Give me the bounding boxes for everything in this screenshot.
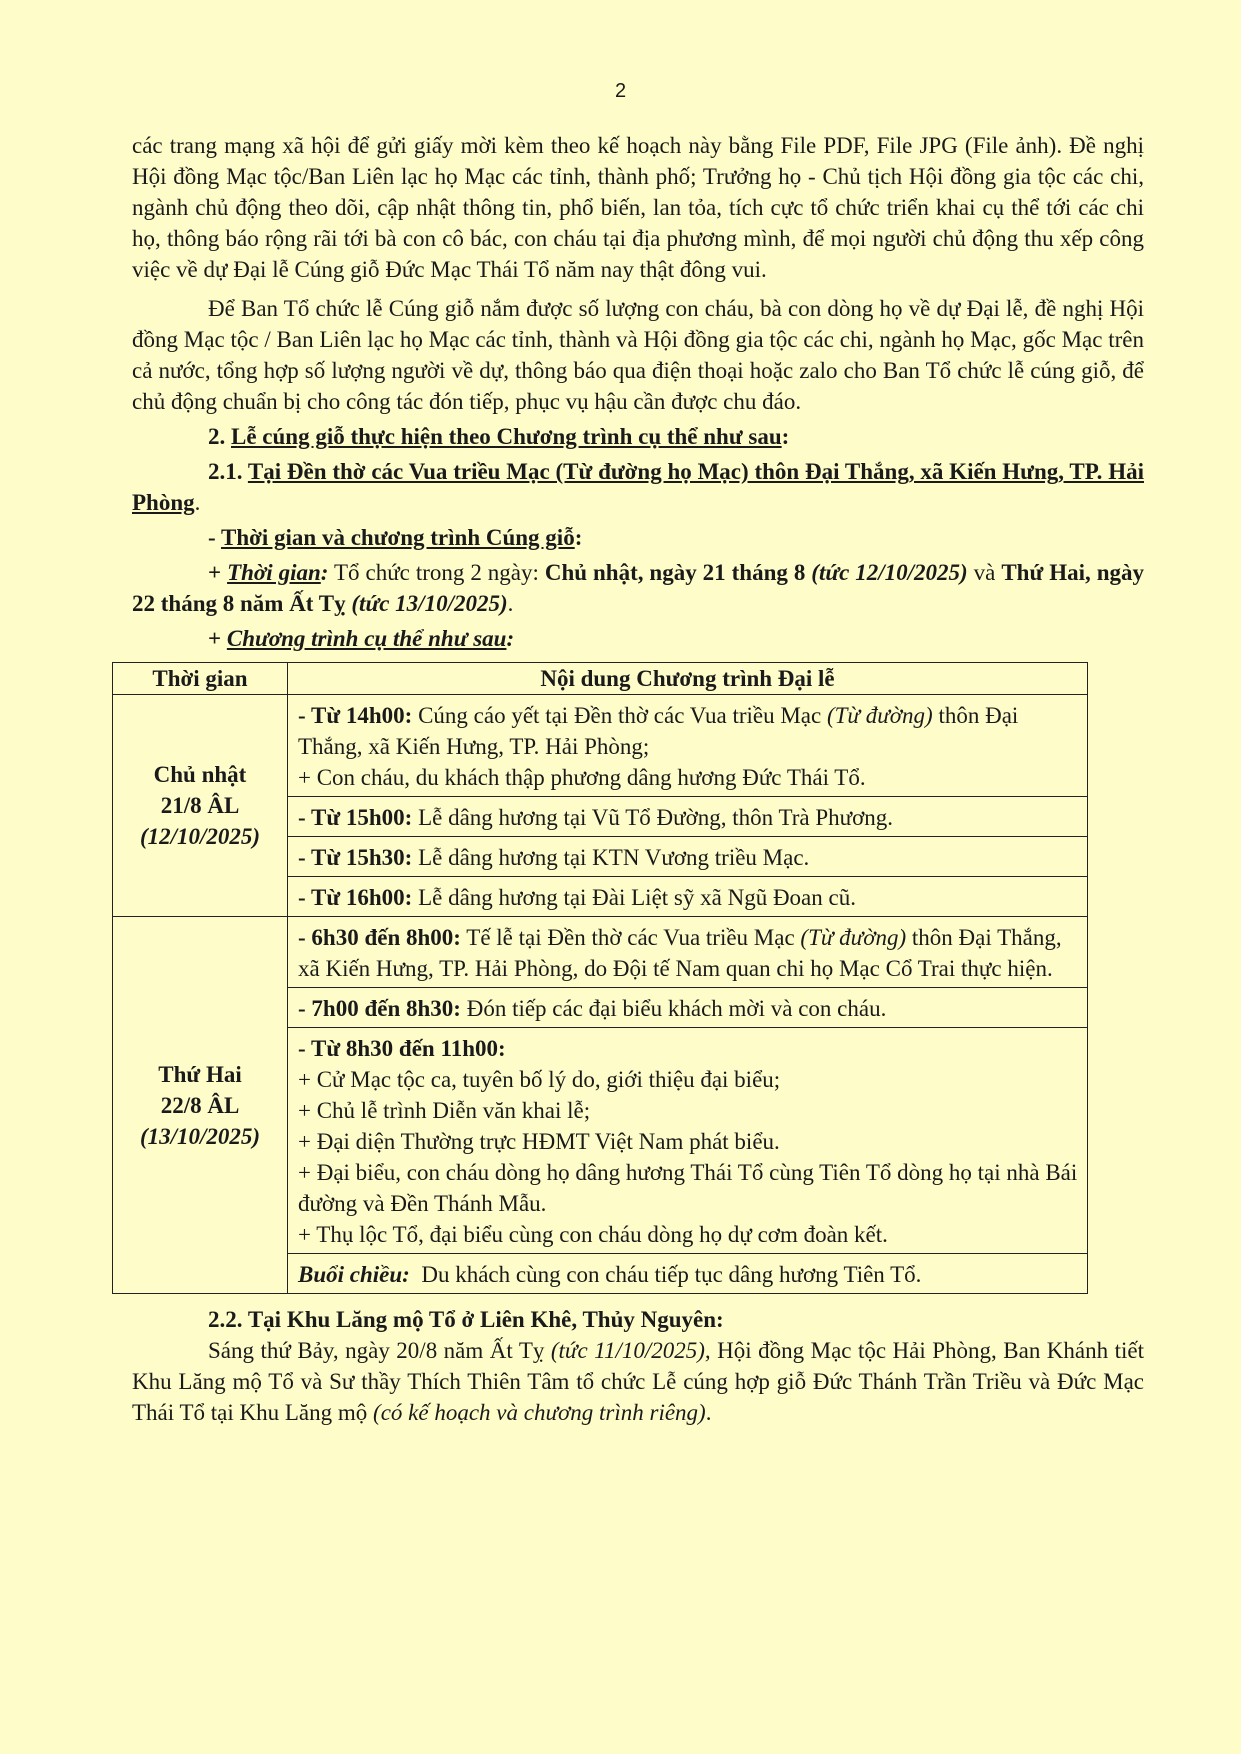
list-item: + Thụ lộc Tổ, đại biểu cùng con cháu dòng họ dự cơm đoàn kết.	[298, 1222, 888, 1247]
table-row	[113, 917, 1088, 988]
heading-temple: 2.1. Tại Đền thờ các Vua triều Mạc (Từ đường họ Mạc) thôn Đại Thắng, xã Kiến Hưng, TP. Hải Phòng.	[132, 459, 1144, 515]
schedule-cell: - Từ 15h30: Lễ dâng hương tại KTN Vương triều Mạc.	[288, 837, 1088, 877]
column-header-time: Thời gian	[113, 663, 288, 695]
schedule-cell: - Từ 16h00: Lễ dâng hương tại Đài Liệt sỹ xã Ngũ Đoan cũ.	[288, 877, 1088, 917]
subheading-program-detail: + Chương trình cụ thể như sau:	[208, 626, 515, 651]
paragraph-registration: Để Ban Tổ chức lễ Cúng giỗ nắm được số lượng con cháu, bà con dòng họ về dự Đại lễ, đề nghị Hội đồng Mạc tộc / Ban Liên lạc họ Mạc các tỉnh, thành và Hội đồng gia tộc các chi, ngành họ Mạc, gốc Mạc trên cả nước, tổng hợp số lượng người về dự, thông báo qua điện thoại hoặc zalo cho Ban Tổ chức lễ cúng giỗ, để chủ động chuẩn bị cho công tác đón tiếp, phục vụ hậu cần được chu đáo.	[132, 296, 1144, 414]
page-number: 2	[614, 80, 627, 102]
column-header-content: Nội dung Chương trình Đại lễ	[288, 663, 1088, 695]
heading-program: 2. Lễ cúng giỗ thực hiện theo Chương trình cụ thể như sau:	[208, 424, 790, 449]
list-item: + Chủ lễ trình Diễn văn khai lễ;	[298, 1098, 591, 1123]
program-table	[112, 662, 1088, 1294]
schedule-cell: - 7h00 đến 8h30: Đón tiếp các đại biểu khách mời và con cháu.	[288, 988, 1088, 1028]
paragraph-invitation: các trang mạng xã hội để gửi giấy mời kèm theo kế hoạch này bằng File PDF, File JPG (File ảnh). Đề nghị Hội đồng Mạc tộc/Ban Liên lạc họ Mạc các tỉnh, thành phố; Trưởng họ - Chủ tịch Hội đồng gia tộc các chi, ngành chủ động theo dõi, cập nhật thông tin, phổ biến, lan tỏa, tích cực tổ chức triển khai cụ thể tới các chi họ, thông báo rộng rãi tới bà con cô bác, con cháu tại địa phương mình, để mọi người chủ động thu xếp công việc về dự Đại lễ Cúng giỗ Đức Mạc Thái Tổ năm nay thật đông vui.	[132, 133, 1144, 282]
schedule-cell: - Từ 14h00: Cúng cáo yết tại Đền thờ các Vua triều Mạc (Từ đường) thôn Đại Thắng, xã Kiến Hưng, TP. Hải Phòng; + Con cháu, du khách thập phương dâng hương Đức Thái Tổ.	[288, 695, 1088, 797]
paragraph-time: + Thời gian: Tổ chức trong 2 ngày: Chủ nhật, ngày 21 tháng 8 (tức 12/10/2025) và Thứ Hai, ngày 22 tháng 8 năm Ất Tỵ (tức 13/10/2025).	[132, 560, 1145, 616]
schedule-cell: - 6h30 đến 8h00: Tế lễ tại Đền thờ các Vua triều Mạc (Từ đường) thôn Đại Thắng, xã Kiến Hưng, TP. Hải Phòng, do Đội tế Nam quan chi họ Mạc Cổ Trai thực hiện.	[288, 917, 1088, 988]
list-item: + Cử Mạc tộc ca, tuyên bố lý do, giới thiệu đại biểu;	[298, 1067, 781, 1092]
table-header-row	[113, 663, 1088, 695]
schedule-cell: - Từ 8h30 đến 11h00: + Cử Mạc tộc ca, tuyên bố lý do, giới thiệu đại biểu; + Chủ lễ trình Diễn văn khai lễ; + Đại diện Thường trực HĐMT Việt Nam phát biểu. + Đại biểu, con cháu dòng họ dâng hương Thái Tổ cùng Tiên Tổ dòng họ tại nhà Bái đường và Đền Thánh Mẫu. + Thụ lộc Tổ, đại biểu cùng con cháu dòng họ dự cơm đoàn kết.	[288, 1028, 1088, 1254]
list-item: + Đại biểu, con cháu dòng họ dâng hương Thái Tổ cùng Tiên Tổ dòng họ tại nhà Bái đường và Đền Thánh Mẫu.	[298, 1160, 1078, 1216]
schedule-cell: Buổi chiều: Du khách cùng con cháu tiếp tục dâng hương Tiên Tổ.	[288, 1254, 1088, 1294]
paragraph-tomb: Sáng thứ Bảy, ngày 20/8 năm Ất Tỵ (tức 11/10/2025), Hội đồng Mạc tộc Hải Phòng, Ban Khánh tiết Khu Lăng mộ Tổ và Sư thầy Thích Thiên Tâm tổ chức Lễ cúng hợp giỗ Đức Thánh Trần Triều và Đức Mạc Thái Tổ tại Khu Lăng mộ (có kế hoạch và chương trình riêng).	[132, 1338, 1144, 1425]
list-item: + Đại diện Thường trực HĐMT Việt Nam phát biểu.	[298, 1129, 780, 1154]
table-row	[113, 695, 1088, 797]
heading-tomb: 2.2. Tại Khu Lăng mộ Tổ ở Liên Khê, Thủy Nguyên:	[208, 1307, 724, 1332]
day-cell-monday: Thứ Hai 22/8 ÂL (13/10/2025)	[113, 917, 288, 1294]
subheading-time-program: - Thời gian và chương trình Cúng giỗ:	[208, 525, 583, 550]
schedule-cell: - Từ 15h00: Lễ dâng hương tại Vũ Tổ Đường, thôn Trà Phương.	[288, 797, 1088, 837]
day-cell-sunday: Chủ nhật 21/8 ÂL (12/10/2025)	[113, 695, 288, 917]
document-body	[132, 130, 1144, 1428]
